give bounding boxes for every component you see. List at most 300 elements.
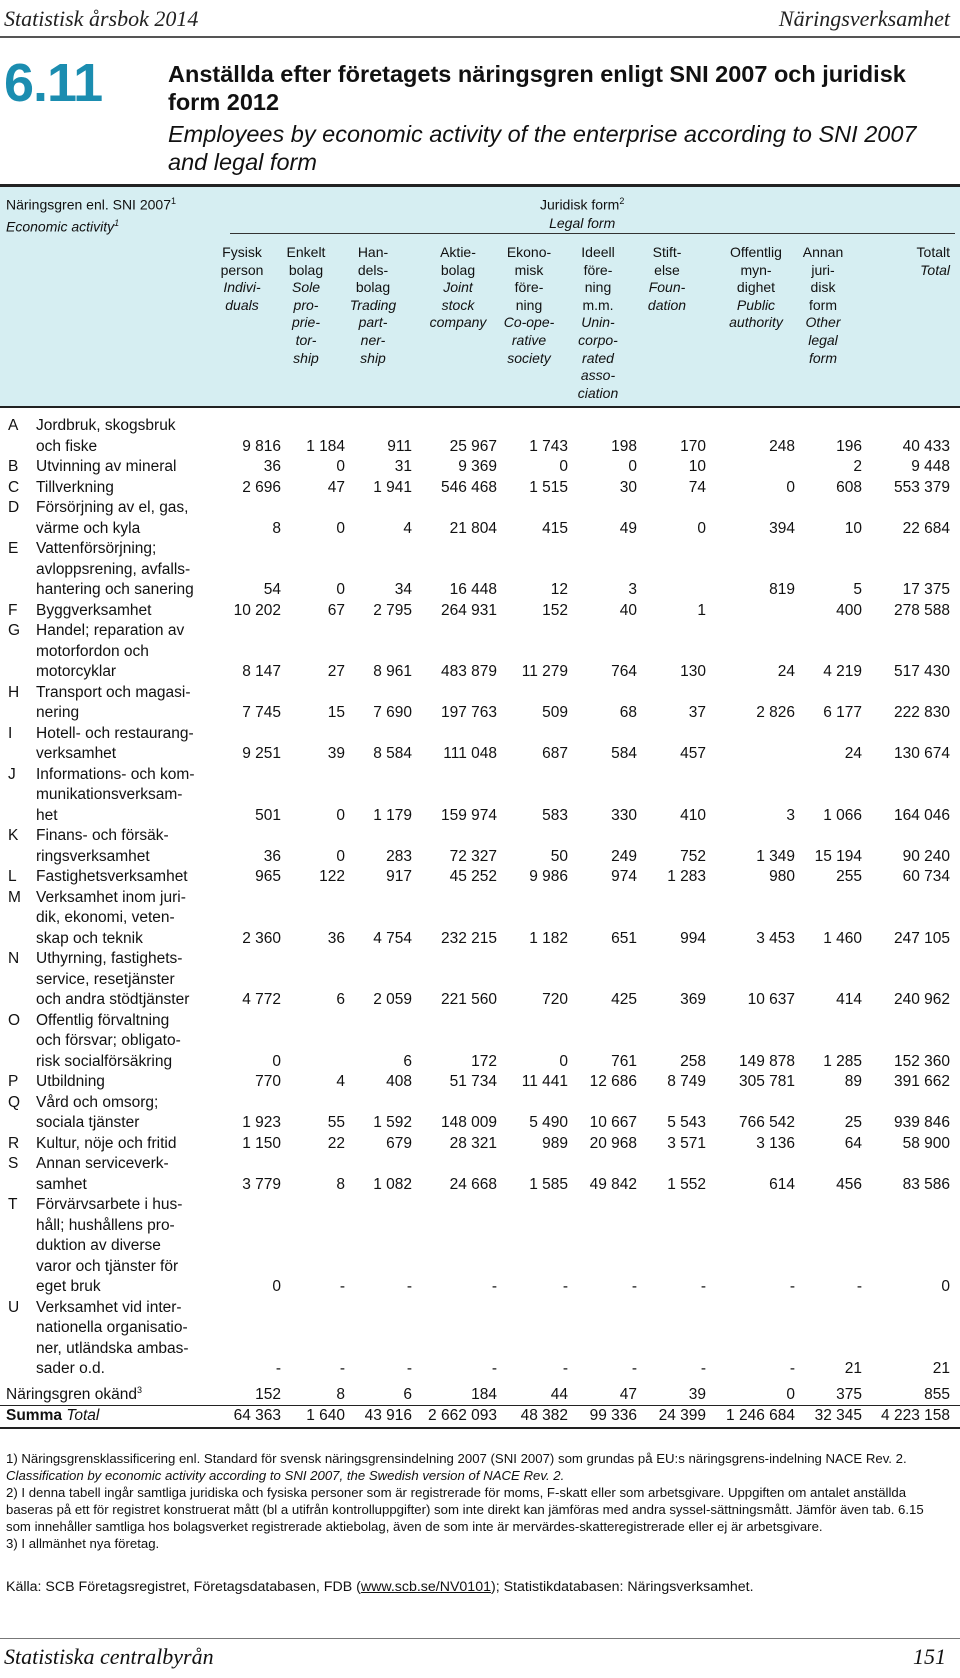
table-cell: 410: [680, 806, 706, 824]
row-code: I: [8, 724, 13, 742]
span-header: [540, 192, 624, 232]
total-label-line: [6, 1406, 206, 1427]
table-row: [0, 1093, 960, 1134]
table-cell: -: [562, 1360, 568, 1377]
table-cell: 1 552: [667, 1175, 706, 1193]
page-number: 151: [913, 1644, 946, 1669]
column-header-3: [334, 244, 412, 367]
stub-header-en-sup: 1: [114, 217, 120, 228]
column-header-en-line: ship: [360, 349, 386, 366]
column-header-en-line: Indivi-: [223, 279, 261, 296]
table-title-sv: Anställda efter företagets näringsgren enligt SNI 2007 och juridisk form 2012: [168, 61, 906, 115]
table-cell: 0: [786, 478, 795, 496]
table-cell: 1 283: [667, 868, 706, 885]
column-header-7: [628, 244, 706, 314]
table-cell: -: [562, 1278, 568, 1295]
table-cell: 8 584: [373, 745, 412, 762]
table-cell: 37: [688, 704, 706, 721]
column-header-sv-line: myn-: [740, 261, 772, 278]
table-row: [0, 498, 960, 539]
table-cell: 11 279: [521, 663, 568, 680]
stub-header: [6, 192, 176, 235]
footnote-2: 2) I denna tabell ingår samtliga juridiska och fysiska personer som är registrerade för moms, F-skatt eller som arbetsgivare. Uppgiften om antalet anställda baseras på ett för registret konstruerat mått (bl a utifrån kontrolluppgifter) som inte direkt kan jämföras med andra syssel-sättningsmått. Jämför även tab. 6.15 som innehåller samtliga hos bolagsverket registrerade aktiebolag, även de som inte är mervärdes-skatteregistrerade eller ej är arbetsgivare.: [6, 1485, 924, 1534]
table-cell: 74: [688, 478, 706, 496]
table-cell: 8 961: [373, 663, 412, 680]
table-cell: 1 743: [529, 437, 568, 455]
table-cell: 2 360: [242, 929, 281, 947]
table-cell: 687: [542, 745, 568, 762]
row-label-line: [36, 970, 236, 991]
table-cell: 55: [327, 1114, 345, 1131]
row-code: Q: [8, 1093, 21, 1111]
table-row: [0, 826, 960, 867]
row-label-text: Utbildning: [36, 1073, 105, 1090]
table-row: [0, 416, 960, 457]
table-row: [0, 1011, 960, 1073]
column-header-sv-line: före-: [514, 279, 544, 296]
table-cell: 68: [619, 704, 637, 721]
table-cell: 22 684: [902, 519, 950, 537]
table-cell: -: [406, 1278, 412, 1295]
table-cell: 43 916: [364, 1407, 412, 1425]
row-label-text: het: [36, 806, 58, 824]
table-cell: 2 795: [373, 601, 412, 619]
column-header-en-line: prie-: [291, 314, 320, 331]
table-cell: 911: [387, 437, 412, 455]
row-code: B: [8, 458, 19, 475]
table-cell: 330: [611, 806, 637, 824]
source-prefix: Källa: SCB Företagsregistret, Företagsdatabasen, FDB (: [6, 1579, 361, 1595]
table-cell: 1 585: [529, 1175, 568, 1193]
row-label-text: varor och tjänster för: [36, 1257, 179, 1275]
table-cell: 1 082: [373, 1175, 412, 1193]
table-row: [0, 1154, 960, 1195]
row-label-text: risk socialförsäkring: [36, 1052, 173, 1070]
column-header-en-line: Sole: [291, 279, 321, 296]
table-cell: 414: [836, 991, 862, 1008]
row-label-text: sader o.d.: [36, 1360, 105, 1377]
table-cell: 9 369: [458, 458, 497, 475]
table-cell: 196: [836, 437, 862, 455]
table-cell: 720: [542, 991, 568, 1008]
column-header-en-line: Joint: [443, 279, 473, 296]
table-cell: 3: [786, 806, 795, 824]
row-code: D: [8, 499, 20, 516]
row-label-line: [36, 498, 236, 519]
table-row: [0, 683, 960, 724]
row-code: F: [8, 601, 18, 619]
table-cell: 4 219: [823, 663, 862, 680]
table-cell: 36: [327, 929, 345, 947]
table-cell: 965: [255, 868, 281, 885]
table-cell: -: [631, 1360, 637, 1377]
row-label-text: värme och kyla: [36, 519, 141, 537]
table-cell: 45 252: [449, 868, 497, 885]
column-header-sv-line: Ekono-: [506, 244, 552, 260]
table-cell: 3: [628, 581, 637, 598]
row-label-text: Utvinning av mineral: [36, 458, 177, 475]
table-cell: 40 433: [902, 437, 950, 455]
row-label-line: [36, 949, 236, 970]
source-link[interactable]: www.scb.se/NV0101: [360, 1579, 491, 1595]
footnote-1: [6, 1450, 951, 1484]
table-cell: 21: [932, 1360, 950, 1377]
table-cell: 6: [336, 991, 345, 1008]
table-cell: 15: [327, 704, 345, 721]
table-cell: 0: [559, 458, 568, 475]
table-row: [0, 888, 960, 950]
row-label-text: Handel; reparation av: [36, 622, 185, 639]
table-row: [0, 949, 960, 1011]
row-label-text: ner, utländska ambas-: [36, 1339, 189, 1357]
row-label-text: avloppsrening, avfalls-: [36, 560, 191, 578]
table-cell: 974: [611, 868, 637, 885]
column-header-en-line: legal: [808, 331, 838, 348]
table-cell: 10 667: [589, 1114, 637, 1131]
row-label-text: Hotell- och restaurang-: [36, 724, 194, 742]
table-cell: 7 745: [242, 704, 281, 721]
column-header-en-line: tor-: [295, 331, 317, 348]
table-row: [0, 724, 960, 765]
table-cell: 0: [559, 1052, 568, 1070]
table-cell: 30: [619, 478, 637, 496]
row-label-text: Kultur, nöje och fritid: [36, 1134, 177, 1152]
row-label-text: eget bruk: [36, 1278, 101, 1295]
column-header-4: [419, 244, 497, 332]
table-cell: 7 690: [373, 704, 412, 721]
column-header-sv-line: juri-: [811, 261, 835, 278]
source-note: [6, 1579, 754, 1595]
table-cell: 130 674: [893, 745, 950, 762]
table-row: [0, 457, 960, 478]
table-cell: 819: [769, 581, 795, 598]
column-header-sv-line: bolag: [440, 261, 476, 278]
column-header-sv-line: Aktie-: [440, 244, 476, 260]
row-label-text: och andra stödtjänster: [36, 991, 190, 1008]
table-cell: 651: [611, 929, 637, 947]
column-header-sv-line: form: [809, 296, 837, 313]
row-label-text: Förvärvsarbete i hus-: [36, 1196, 183, 1213]
column-header-5: [490, 244, 568, 367]
table-cell: 152 360: [893, 1052, 950, 1070]
source-suffix: ); Statistikdatabasen: Näringsverksamhet.: [490, 1579, 754, 1595]
column-header-en-line: dation: [647, 296, 687, 313]
row-label-line: [36, 560, 236, 581]
table-cell: 1 460: [823, 929, 862, 947]
table-cell: 24: [777, 663, 795, 680]
table-cell: 49 842: [589, 1175, 637, 1193]
table-cell: 32 345: [814, 1407, 862, 1425]
table-cell: 679: [386, 1134, 412, 1152]
table-cell: 4 754: [373, 929, 412, 947]
row-code: N: [8, 950, 20, 967]
table-cell: 54: [263, 581, 281, 598]
table-cell: 4 772: [242, 991, 281, 1008]
row-code: O: [8, 1011, 21, 1029]
table-cell: 47: [327, 478, 345, 496]
row-label-line: [36, 826, 236, 847]
table-cell: 2 662 093: [428, 1407, 497, 1425]
top-rule: [0, 36, 960, 38]
table-cell: 1 150: [242, 1134, 281, 1152]
table-cell: 6: [403, 1385, 412, 1403]
column-header-sv-line: ning: [584, 279, 612, 296]
column-header-sv-line: Totalt: [916, 244, 950, 260]
table-cell: 391 662: [893, 1073, 950, 1090]
table-cell: -: [700, 1278, 706, 1295]
table-cell: 408: [386, 1073, 412, 1090]
table-cell: 278 588: [893, 601, 950, 619]
column-header-en-line: Other: [805, 314, 841, 331]
column-header-sv-line: disk: [810, 279, 836, 296]
column-header-sv-line: Enkelt: [286, 244, 326, 260]
table-cell: 40: [619, 601, 637, 619]
row-label-line: [36, 1257, 236, 1278]
column-header-en-line: form: [809, 349, 837, 366]
row-label-text: och försvar; obligato-: [36, 1032, 181, 1049]
table-body: [0, 416, 960, 1429]
table-row: [0, 1072, 960, 1093]
footnotes: [6, 1450, 951, 1552]
row-label-line: [36, 1093, 236, 1114]
table-cell: 25 967: [449, 437, 497, 455]
row-label-line: [36, 1195, 236, 1216]
table-cell: 4: [336, 1073, 345, 1090]
column-header-sv-line: misk: [514, 261, 544, 278]
table-cell: 8 749: [667, 1073, 706, 1090]
table-cell: 5 543: [667, 1114, 706, 1131]
table-cell: 3 453: [756, 929, 795, 947]
table-cell: 752: [680, 847, 706, 865]
row-label-line: [36, 1216, 236, 1237]
table-cell: 10 637: [747, 991, 795, 1008]
table-cell: 608: [836, 478, 862, 496]
table-cell: 0: [941, 1278, 950, 1295]
table-cell: -: [789, 1278, 795, 1295]
row-label-text: duktion av diverse: [36, 1237, 161, 1254]
column-header-6: [559, 244, 637, 402]
row-code: E: [8, 540, 19, 557]
table-cell: 4 223 158: [881, 1407, 950, 1425]
table-row: [0, 765, 960, 827]
table-cell: 255: [836, 868, 862, 885]
table-cell: 2 059: [373, 991, 412, 1008]
table-cell: 184: [471, 1385, 497, 1403]
table-cell: 248: [769, 437, 795, 455]
table-cell: 1 349: [756, 847, 795, 865]
row-label-text: Vattenförsörjning;: [36, 540, 157, 557]
table-cell: 517 430: [893, 663, 950, 680]
row-label-text: Försörjning av el, gas,: [36, 499, 189, 516]
column-header-sv-line: Offentlig: [730, 244, 782, 260]
column-header-sv-line: else: [654, 261, 680, 278]
row-label-text: nering: [36, 704, 80, 721]
table-cell: 28 321: [449, 1134, 497, 1152]
column-header-en-line: Unin-: [581, 314, 615, 331]
table-cell: 394: [769, 519, 795, 537]
row-label-text: dik, ekonomi, veten-: [36, 909, 175, 926]
span-header-en: Legal form: [549, 214, 616, 231]
stub-header-sv-sup: 1: [171, 196, 177, 206]
table-cell: 1 066: [823, 806, 862, 824]
table-cell: 456: [836, 1175, 862, 1193]
table-cell: 51 734: [449, 1073, 497, 1090]
table-cell: 0: [336, 581, 345, 598]
row-code: C: [8, 478, 20, 496]
column-header-en-line: ship: [293, 349, 319, 366]
column-header-en-line: Co-ope-: [503, 314, 555, 331]
row-label-text: Offentlig förvaltning: [36, 1011, 170, 1029]
row-label-line: [36, 1236, 236, 1257]
table-cell: -: [631, 1278, 637, 1295]
row-label-text: Fastighetsverksamhet: [36, 868, 188, 885]
table-cell: -: [275, 1360, 281, 1377]
column-header-sv-line: person: [220, 261, 264, 278]
table-cell: 1 941: [373, 478, 412, 496]
row-label-text: verksamhet: [36, 745, 117, 762]
table-row: [0, 601, 960, 622]
column-header-9: [784, 244, 862, 367]
table-cell: 47: [619, 1385, 637, 1403]
column-header-sv-line: dighet: [736, 279, 776, 296]
row-label-text: ringsverksamhet: [36, 847, 150, 865]
table-cell: 1 640: [306, 1407, 345, 1425]
table-cell: 50: [550, 847, 568, 865]
row-label-line: [36, 1154, 236, 1175]
span-header-sv-sup: 2: [619, 196, 625, 206]
table-cell: 264 931: [440, 601, 497, 619]
table-row: [0, 867, 960, 888]
table-cell: -: [856, 1278, 862, 1295]
table-cell: 20 968: [589, 1134, 637, 1152]
column-header-sv-line: före-: [583, 261, 613, 278]
table-cell: 24: [844, 745, 862, 762]
table-cell: 369: [680, 991, 706, 1008]
row-label-line: [36, 1298, 236, 1319]
table-cell: 152: [542, 601, 568, 619]
column-header-sv-line: Stift-: [652, 244, 682, 260]
row-label: [6, 1380, 206, 1406]
table-cell: 10 202: [233, 601, 281, 619]
table-row: [0, 621, 960, 683]
table-cell: 152: [255, 1385, 281, 1403]
table-cell: 9 448: [911, 458, 950, 475]
table-cell: 283: [386, 847, 412, 865]
table-cell: -: [491, 1278, 497, 1295]
table-cell: 90 240: [902, 847, 950, 865]
table-cell: 1 592: [373, 1114, 412, 1131]
table-cell: 16 448: [449, 581, 497, 598]
table-cell: 400: [836, 601, 862, 619]
table-cell: 99 336: [589, 1407, 637, 1425]
table-cell: 766 542: [738, 1114, 795, 1131]
table-cell: 67: [327, 601, 345, 619]
table-cell: 1 184: [306, 437, 345, 455]
table-cell: 8: [272, 519, 281, 537]
row-label-text: och fiske: [36, 437, 98, 455]
table-cell: 939 846: [893, 1114, 950, 1131]
row-label-text: Jordbruk, skogsbruk: [36, 417, 176, 434]
column-header-en-line: part-: [358, 314, 388, 331]
column-header-sv-line: Han-: [357, 244, 389, 260]
table-cell: 170: [680, 437, 706, 455]
table-cell: 614: [769, 1175, 795, 1193]
table-cell: 3 779: [242, 1175, 281, 1193]
publisher: Statistiska centralbyrån: [4, 1644, 214, 1669]
table-cell: 249: [611, 847, 637, 865]
total-label-sv: Summa: [6, 1407, 62, 1425]
row-label-line: [36, 785, 236, 806]
total-row: [0, 1405, 960, 1429]
table-row: [0, 539, 960, 601]
row-label-text: Verksamhet vid inter-: [36, 1298, 182, 1316]
row-label-text: håll; hushållens pro-: [36, 1216, 175, 1234]
row-label-text: samhet: [36, 1175, 87, 1193]
table-cell: 994: [680, 929, 706, 947]
table-cell: 0: [336, 458, 345, 475]
table-cell: 39: [327, 745, 345, 762]
row-label-text: skap och teknik: [36, 929, 143, 947]
table-cell: -: [789, 1360, 795, 1377]
table-cell: 24 668: [449, 1175, 497, 1193]
row-label-text: sociala tjänster: [36, 1114, 140, 1131]
row-label-line: [36, 765, 236, 786]
table-cell: 761: [611, 1052, 637, 1070]
table-cell: 10: [844, 519, 862, 537]
table-cell: 240 962: [893, 991, 950, 1008]
stub-header-sv: Näringsgren enl. SNI 2007: [6, 196, 171, 213]
table-cell: 1 923: [242, 1114, 281, 1131]
table-cell: 36: [263, 847, 281, 865]
row-label-text: Finans- och försäk-: [36, 827, 169, 844]
column-header-en-line: company: [429, 314, 487, 331]
table-cell: 24 399: [658, 1407, 706, 1425]
table-cell: 130: [680, 663, 706, 680]
table-cell: -: [700, 1360, 706, 1377]
table-cell: 375: [836, 1385, 862, 1403]
column-header-sv-line: bolag: [355, 279, 391, 296]
table-cell: 164 046: [893, 806, 950, 824]
table-cell: 1: [697, 601, 706, 619]
column-header-en-line: Trading: [349, 296, 397, 313]
row-label-text: Näringsgren okänd: [6, 1385, 137, 1403]
row-code: G: [8, 622, 21, 639]
table-cell: 980: [769, 868, 795, 885]
table-cell: 1 179: [373, 806, 412, 824]
table-cell: 221 560: [440, 991, 497, 1008]
table-row: [0, 1134, 960, 1155]
table-cell: 11 441: [521, 1073, 568, 1090]
column-header-sv-line: Fysisk: [222, 244, 262, 260]
column-header-en-line: rated: [582, 349, 614, 366]
table-cell: 546 468: [440, 478, 497, 496]
row-label-text: Verksamhet inom juri-: [36, 888, 186, 906]
row-label-line: [36, 1031, 236, 1052]
table-row: [0, 1298, 960, 1380]
table-cell: 15 194: [814, 847, 862, 865]
table-cell: -: [406, 1360, 412, 1377]
table-cell: 10: [688, 458, 706, 475]
table-cell: 197 763: [440, 704, 497, 721]
table-cell: 5: [853, 581, 862, 598]
table-cell: 149 878: [738, 1052, 795, 1070]
table-cell: 917: [386, 868, 412, 885]
table-cell: -: [339, 1278, 345, 1295]
row-label-line: [36, 416, 236, 437]
row-label-footnote-ref: 3: [136, 1384, 142, 1395]
table-cell: 764: [611, 663, 637, 680]
table-cell: 0: [336, 519, 345, 537]
